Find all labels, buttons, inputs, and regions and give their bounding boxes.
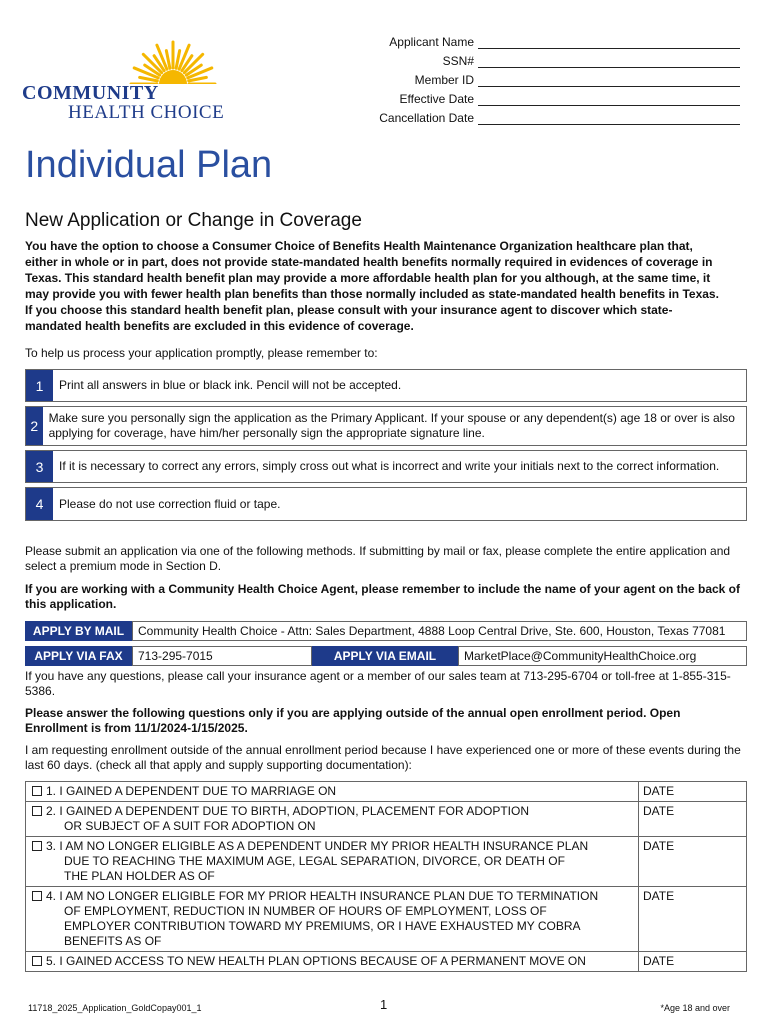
event-row-5: [26, 952, 747, 972]
questions-text: If you have any questions, please call your insurance agent or a member of our sales team at 713-295-6704 or toll-free at 1-855-315-5386.: [25, 669, 731, 698]
event-row-4: [26, 887, 747, 952]
event-2-text-line-2: OR SUBJECT OF A SUIT FOR ADOPTION ON: [64, 819, 316, 833]
event-4-text-line-3: EMPLOYER CONTRIBUTION TOWARD MY PREMIUMS, OR I HAVE EXHAUSTED MY COBRA: [64, 919, 581, 933]
apply-via-email-label: APPLY VIA EMAIL: [312, 646, 458, 666]
event-3-text: 3. I AM NO LONGER ELIGIBLE AS A DEPENDENT UNDER MY PRIOR HEALTH INSURANCE PLAN: [46, 839, 589, 853]
event-5-checkbox[interactable]: [32, 956, 42, 966]
event-2-date[interactable]: DATE: [639, 802, 747, 837]
event-row-2: [26, 802, 747, 837]
effective-date-field: [360, 87, 740, 106]
footnote: *Age 18 and over: [660, 1003, 730, 1013]
applicant-name-line[interactable]: [478, 37, 740, 49]
member-id-line[interactable]: [478, 75, 740, 87]
form-id: 11718_2025_Application_GoldCopay001_1: [28, 1003, 202, 1013]
sun-disc: [159, 70, 187, 84]
event-2-cell: [26, 802, 639, 837]
apply-by-mail-row: [25, 621, 747, 641]
logo-line-1: COMMUNITY: [22, 82, 159, 104]
step-1: [25, 369, 747, 402]
event-4-text: 4. I AM NO LONGER ELIGIBLE FOR MY PRIOR HEALTH INSURANCE PLAN DUE TO TERMINATION: [46, 889, 599, 903]
step-4-number: 4: [26, 488, 53, 520]
event-4-date[interactable]: DATE: [639, 887, 747, 952]
event-5-cell: [26, 952, 639, 972]
member-id-label: Member ID: [414, 73, 474, 87]
event-3-cell: [26, 837, 639, 887]
agent-instructions: If you are working with a Community Health Choice Agent, please remember to include the name of your agent on the back of this application.: [25, 582, 741, 611]
step-1-number: 1: [26, 370, 53, 401]
apply-contact-row: [25, 646, 747, 666]
step-2: [25, 406, 747, 446]
page-number: 1: [380, 997, 388, 1012]
step-3-text: If it is necessary to correct any errors, simply cross out what is incorrect and write your initials next to the correct information.: [59, 459, 720, 473]
event-2-text: 2. I GAINED A DEPENDENT DUE TO BIRTH, ADOPTION, PLACEMENT FOR ADOPTION: [46, 804, 529, 818]
event-1-date[interactable]: DATE: [639, 782, 747, 802]
effective-date-line[interactable]: [478, 94, 740, 106]
email-address[interactable]: MarketPlace@CommunityHealthChoice.org: [458, 646, 747, 666]
event-1-checkbox[interactable]: [32, 786, 42, 796]
event-5-date[interactable]: DATE: [639, 952, 747, 972]
step-3-number: 3: [26, 451, 53, 482]
cancellation-date-label: Cancellation Date: [379, 111, 474, 125]
member-id-field: [360, 68, 740, 87]
event-5-text: 5. I GAINED ACCESS TO NEW HEALTH PLAN OPTIONS BECAUSE OF A PERMANENT MOVE ON: [46, 954, 586, 968]
event-4-text-line-2: OF EMPLOYMENT, REDUCTION IN NUMBER OF HOURS OF EMPLOYMENT, LOSS OF: [64, 904, 547, 918]
event-4-checkbox[interactable]: [32, 891, 42, 901]
mail-address: Community Health Choice - Attn: Sales Department, 4888 Loop Central Drive, Ste. 600, Houston, Texas 77081: [132, 621, 747, 641]
effective-date-label: Effective Date: [399, 92, 474, 106]
apply-via-fax-label: APPLY VIA FAX: [25, 646, 132, 666]
applicant-name-field: [360, 30, 740, 49]
fax-number: 713-295-7015: [132, 646, 312, 666]
ssn-label: SSN#: [442, 54, 474, 68]
page-title: Individual Plan: [25, 144, 273, 186]
event-4-cell: [26, 887, 639, 952]
cancellation-date-field: [360, 106, 740, 125]
event-2-checkbox[interactable]: [32, 806, 42, 816]
event-4-text-line-4: BENEFITS AS OF: [64, 934, 162, 948]
event-3-checkbox[interactable]: [32, 841, 42, 851]
step-4: [25, 487, 747, 521]
apply-by-mail-label: APPLY BY MAIL: [25, 621, 132, 641]
cancellation-date-line[interactable]: [478, 113, 740, 125]
intro-paragraph: You have the option to choose a Consumer Choice of Benefits Health Maintenance Organization healthcare plan that, either in whole or in part, does not provide state-mandated health benefits normally required in evidences of coverage in Texas. This standard health benefit plan may provide a more affordable health plan for you although, at the same time, it may provide you with fewer health plan benefits than those normally included as state-mandated health benefits in Texas. If you choose this standard health benefit plan, please consult with your insurance agent to discover which state-mandated health benefits are excluded in this evidence of coverage.: [25, 239, 719, 333]
remember-text: To help us process your application promptly, please remember to:: [25, 346, 378, 360]
event-row-1: [26, 782, 747, 802]
event-3-text-line-3: THE PLAN HOLDER AS OF: [64, 869, 215, 883]
ssn-line[interactable]: [478, 56, 740, 68]
page-subtitle: New Application or Change in Coverage: [25, 210, 362, 231]
header-fields: [360, 30, 740, 125]
step-2-number: 2: [26, 407, 43, 445]
event-3-date[interactable]: DATE: [639, 837, 747, 887]
open-enrollment-text: Please answer the following questions only if you are applying outside of the annual open enrollment period. Open Enrollment is from 11/1/2024-1/15/2025.: [25, 706, 681, 735]
logo-line-2: HEALTH CHOICE: [68, 102, 225, 123]
step-1-text: Print all answers in blue or black ink. Pencil will not be accepted.: [59, 378, 402, 392]
qualifying-events-table: [25, 781, 747, 972]
event-1-cell: [26, 782, 639, 802]
requesting-text: I am requesting enrollment outside of the annual enrollment period because I have experienced one or more of these events during the last 60 days. (check all that apply and supply supporting documentation):: [25, 743, 741, 772]
ssn-field: [360, 49, 740, 68]
event-1-text: 1. I GAINED A DEPENDENT DUE TO MARRIAGE ON: [46, 784, 337, 798]
applicant-name-label: Applicant Name: [389, 35, 474, 49]
step-4-text: Please do not use correction fluid or tape.: [59, 496, 281, 511]
company-logo: [22, 40, 237, 122]
step-3: [25, 450, 747, 483]
instruction-steps: [25, 369, 747, 525]
event-3-text-line-2: DUE TO REACHING THE MAXIMUM AGE, LEGAL SEPARATION, DIVORCE, OR DEATH OF: [64, 854, 565, 868]
step-2-text: Make sure you personally sign the application as the Primary Applicant. If your spouse or any dependent(s) age 18 or over is also applying for coverage, have him/her personally sign the appropriate signature line.: [48, 411, 735, 440]
sun-logo-icon: [118, 40, 228, 84]
event-row-3: [26, 837, 747, 887]
submit-instructions: Please submit an application via one of the following methods. If submitting by mail or fax, please complete the entire application and select a premium mode in Section D.: [25, 544, 731, 573]
